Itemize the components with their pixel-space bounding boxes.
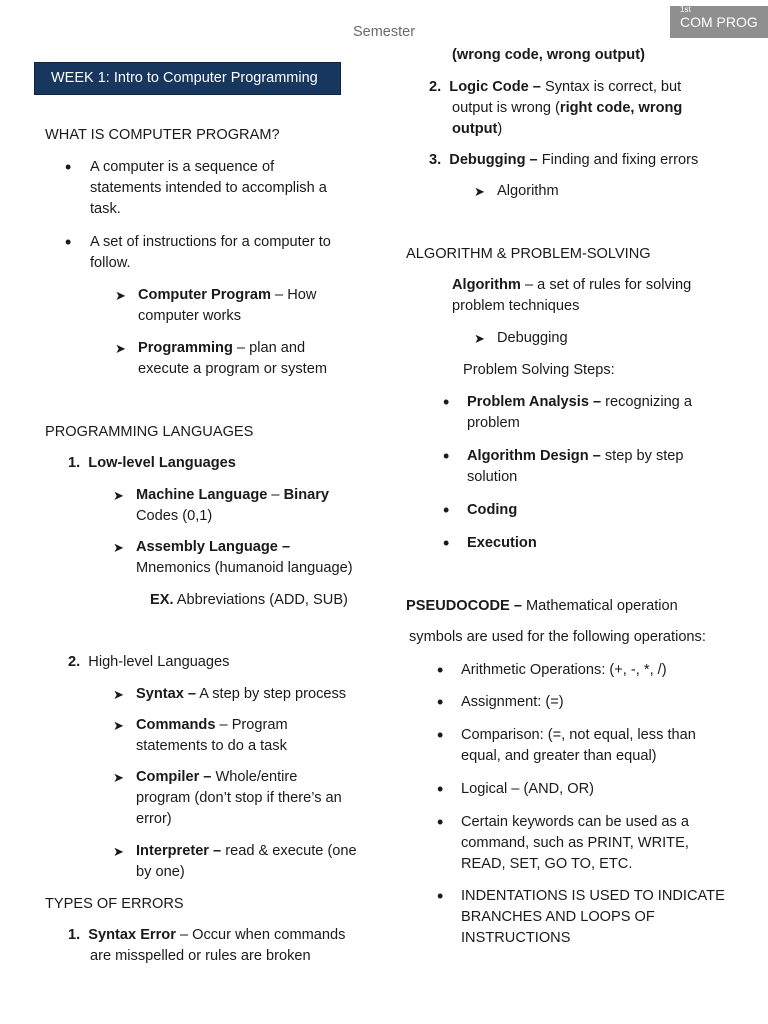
syntax-item: Syntax – A step by step process <box>136 686 347 702</box>
high-level-item: 2. High-level Languages <box>68 654 230 670</box>
syntax-error-item: 1. Syntax Error – Occur when commands are misspelled or rules are broken <box>68 927 346 964</box>
arrow-algorithm: Algorithm <box>497 183 559 199</box>
compiler-item: Compiler – Whole/entire program (don’t stop if there’s an error) <box>136 769 342 827</box>
bullet-icon: • <box>443 446 450 466</box>
commands-item: Commands – Program statements to do a task <box>136 717 288 754</box>
step-algorithm-design: Algorithm Design – step by step solution <box>467 448 684 485</box>
arrow-icon: ➤ <box>113 718 124 733</box>
arrow-icon: ➤ <box>113 770 124 785</box>
what-is-heading: WHAT IS COMPUTER PROGRAM? <box>45 127 280 143</box>
machine-language: Machine Language – Binary Codes (0,1) <box>136 487 330 524</box>
arrow-icon: ➤ <box>113 540 124 555</box>
badge-label: COM PROG <box>680 14 758 30</box>
pseudo-item-logical: Logical – (AND, OR) <box>461 781 595 797</box>
sub-computer-program: Computer Program – How computer works <box>138 287 317 324</box>
bullet-icon: • <box>437 692 444 712</box>
bullet-icon: • <box>437 779 444 799</box>
step-problem-analysis: Problem Analysis – recognizing a problem <box>467 394 692 431</box>
step-coding: Coding <box>467 502 518 518</box>
algorithm-heading: ALGORITHM & PROBLEM-SOLVING <box>406 246 651 262</box>
arrow-icon: ➤ <box>113 844 124 859</box>
arrow-icon: ➤ <box>474 184 485 199</box>
pseudo-item-comparison: Comparison: (=, not equal, less than equal, and greater than equal) <box>461 727 696 764</box>
bullet-icon: • <box>443 392 450 412</box>
arrow-icon: ➤ <box>113 488 124 503</box>
bullet-icon: • <box>437 812 444 832</box>
pseudocode-intro: symbols are used for the following operations: <box>409 629 706 645</box>
bullet-icon: • <box>65 157 72 177</box>
pseudo-item-assignment: Assignment: (=) <box>461 694 564 710</box>
week-title: WEEK 1: Intro to Computer Programming <box>51 70 318 86</box>
badge-superscript: 1st <box>680 5 691 14</box>
algorithm-definition: Algorithm – a set of rules for solving problem techniques <box>452 277 692 314</box>
low-level-item: 1. Low-level Languages <box>68 455 236 471</box>
bullet-icon: • <box>437 725 444 745</box>
bullet-icon: • <box>443 533 450 553</box>
bullet-icon: • <box>437 886 444 906</box>
assembly-language: Assembly Language – Mnemonics (humanoid language) <box>136 539 353 576</box>
header-semester: Semester <box>352 24 416 40</box>
languages-heading: PROGRAMMING LANGUAGES <box>45 424 254 440</box>
syntax-error-cont: (wrong code, wrong output) <box>452 47 645 63</box>
example-line: EX. Abbreviations (ADD, SUB) <box>150 592 348 608</box>
debugging-item: 3. Debugging – Finding and fixing errors <box>429 152 699 168</box>
arrow-icon: ➤ <box>115 341 126 356</box>
course-badge <box>670 6 768 38</box>
bullet-icon: • <box>65 232 72 252</box>
what-is-bullet-2: A set of instructions for a computer to follow. <box>90 234 331 271</box>
bullet-icon: • <box>443 500 450 520</box>
pseudo-item-arithmetic: Arithmetic Operations: (+, -, *, /) <box>461 662 667 678</box>
pseudo-item-keywords: Certain keywords can be used as a command, such as PRINT, WRITE, READ, SET, GO TO, ETC. <box>461 814 689 872</box>
pseudocode-heading: PSEUDOCODE – Mathematical operation <box>406 598 678 614</box>
arrow-icon: ➤ <box>113 687 124 702</box>
week-title-box <box>34 62 341 95</box>
arrow-debugging: Debugging <box>497 330 568 346</box>
bullet-icon: • <box>437 660 444 680</box>
step-execution: Execution <box>467 535 537 551</box>
what-is-bullet-1: A computer is a sequence of statements intended to accomplish a task. <box>90 159 327 217</box>
logic-code-item: 2. Logic Code – Syntax is correct, but output is wrong (right code, wrong output) <box>429 79 683 137</box>
steps-heading: Problem Solving Steps: <box>463 362 615 378</box>
interpreter-item: Interpreter – read & execute (one by one) <box>136 843 357 880</box>
sub-programming: Programming – plan and execute a program or system <box>138 340 327 377</box>
errors-heading: TYPES OF ERRORS <box>45 896 184 912</box>
pseudo-item-indentations: INDENTATIONS IS USED TO INDICATE BRANCHES AND LOOPS OF INSTRUCTIONS <box>461 888 725 946</box>
arrow-icon: ➤ <box>474 331 485 346</box>
arrow-icon: ➤ <box>115 288 126 303</box>
